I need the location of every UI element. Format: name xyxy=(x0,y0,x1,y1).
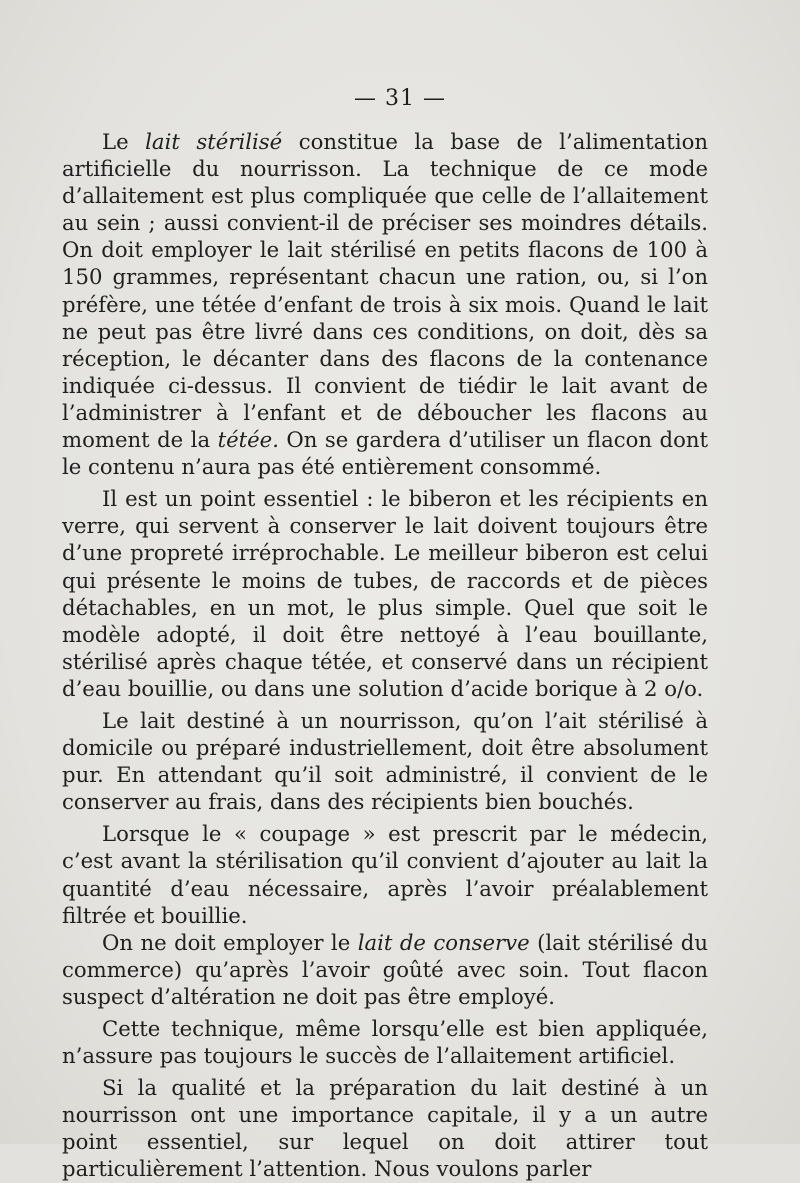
paragraph-biberon: Il est un point essentiel : le biberon et les récipients en verre, qui servent à conserver le lait doivent toujours être d’une propreté irréprochable. Le meilleur biberon est celui qui présente le moins de tubes, de raccords et de pièces détachables, en un mot, le plus simple. Quel que soit le modèle adopté, il doit être nettoyé à l’eau bouillante, stérilisé après chaque tétée, et conservé dans un récipient d’eau bouillie, ou dans une solution d’acide borique à 2 o/o. xyxy=(62,486,708,701)
body-text xyxy=(62,128,708,1183)
paragraph-lait-sterilise: Le lait stérilisé constitue la base de l’alimentation artificielle du nourrisson. La technique de ce mode d’allaitement est plus compliquée que celle de l’allaitement au sein ; aussi convient-il de préciser ses moindres détails. On doit employer le lait stérilisé en petits flacons de 100 à 150 grammes, représentant chacun une ration, ou, si l’on préfère, une tétée d’enfant de trois à six mois. Quand le lait ne peut pas être livré dans ces conditions, on doit, dès sa réception, le décanter dans des flacons de la contenance indiquée ci-dessus. Il convient de tiédir le lait avant de l’administrer à l’enfant et de déboucher les flacons au moment de la tétée. On se gardera d’utiliser un flacon dont le contenu n’aura pas été entièrement consommé. xyxy=(62,129,708,480)
paragraph-lait-pur: Le lait destiné à un nourrisson, qu’on l’ait stérilisé à domicile ou préparé industriellement, doit être absolument pur. En attendant qu’il soit administré, il convient de le conserver au frais, dans des récipients bien bouchés. xyxy=(62,707,708,815)
paragraph-coupage: Lorsque le « coupage » est prescrit par le médecin, c’est avant la stérilisation qu’il convient d’ajouter au lait la quantité d’eau nécessaire, après l’avoir préalablement filtrée et bouillie. xyxy=(62,821,708,928)
paragraph-qualite: Si la qualité et la préparation du lait destiné à un nourrisson ont une importance capitale, il y a un autre point essentiel, sur lequel on doit attirer tout particulièrement l’attention. Nous voulons parler xyxy=(62,1075,708,1182)
paragraph-lait-de-conserve: On ne doit employer le lait de conserve (lait stérilisé du commerce) qu’après l’avoir goûté avec soin. Tout flacon suspect d’altération ne doit pas être employé. xyxy=(62,929,708,1009)
emphasis-tetee: tétée. xyxy=(217,427,279,453)
paragraph-technique: Cette technique, même lorsqu’elle est bien appliquée, n’assure pas toujours le succès de l’allaitement artificiel. xyxy=(62,1016,708,1069)
emphasis-lait-de-conserve: lait de conserve xyxy=(357,929,530,955)
emphasis-lait-sterilise: lait stérilisé xyxy=(145,129,283,154)
page-number: — 31 — xyxy=(354,86,446,111)
